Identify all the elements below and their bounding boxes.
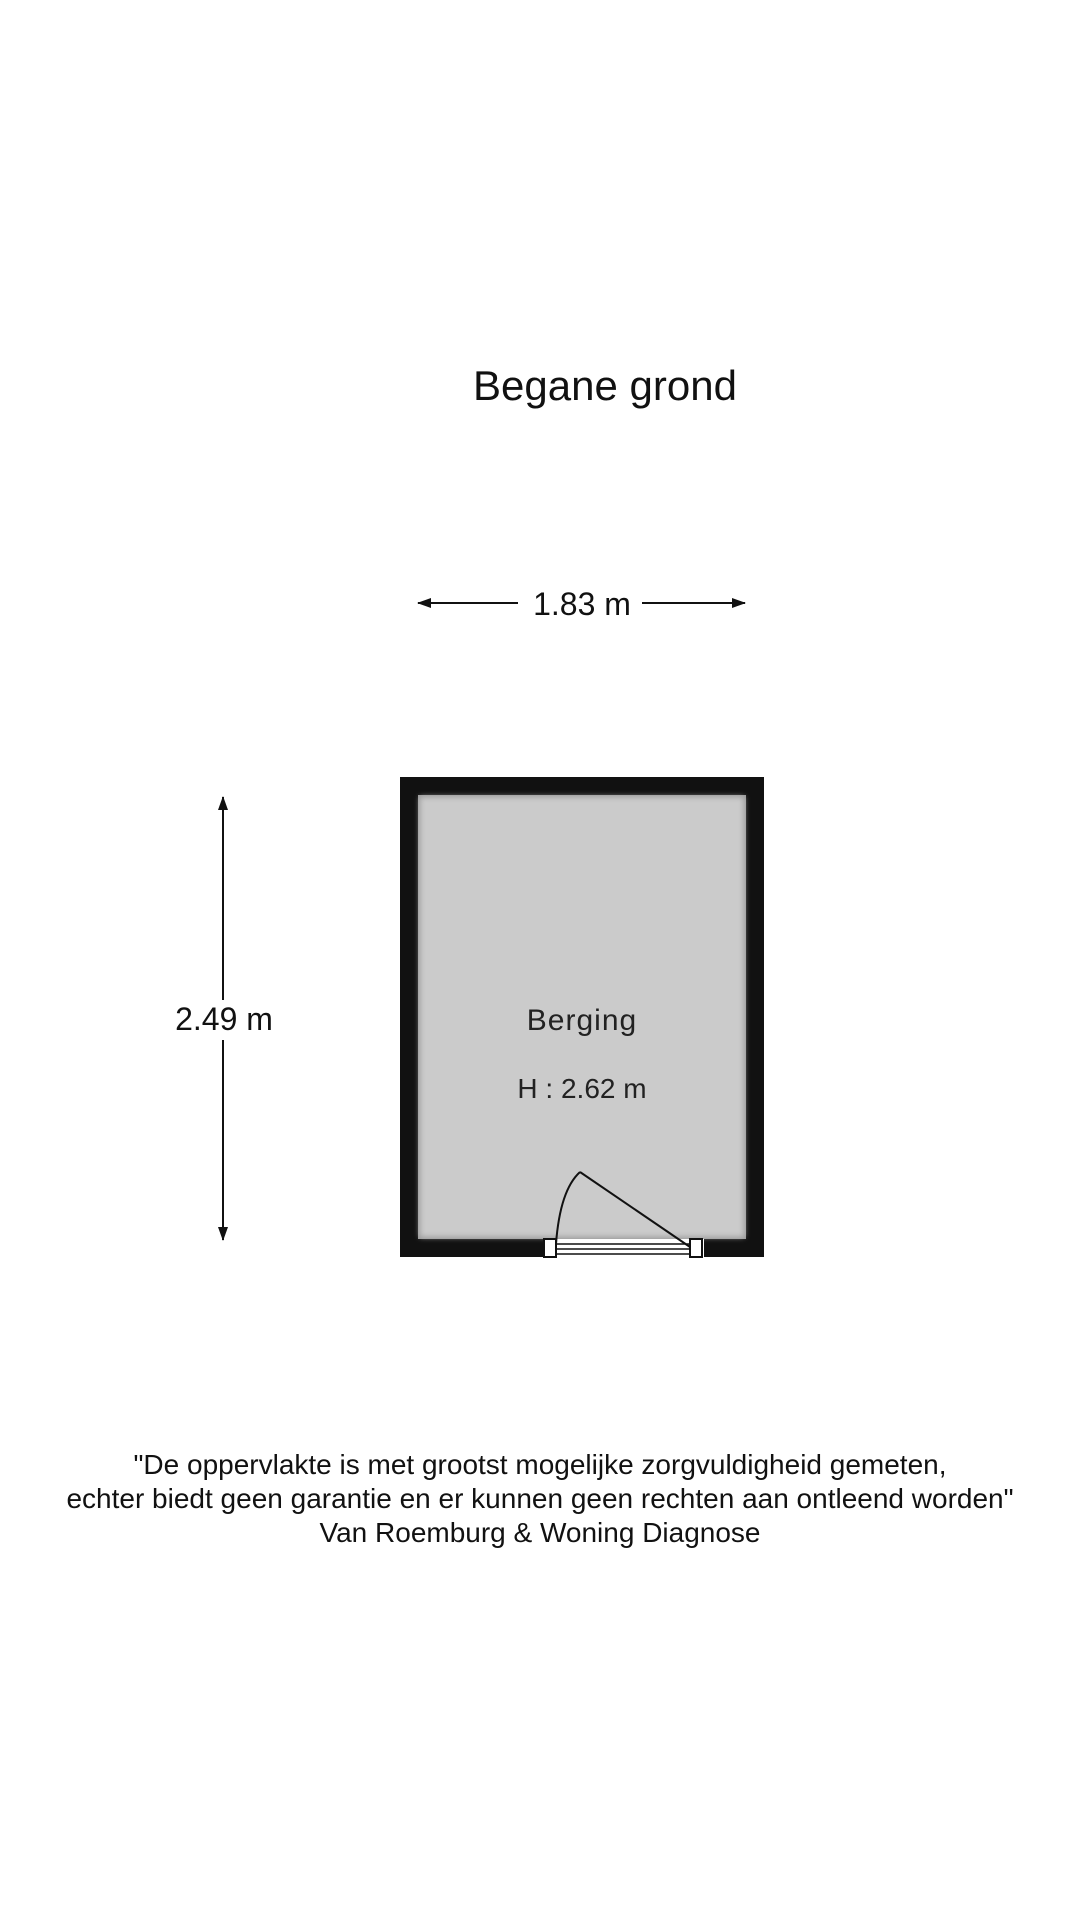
door-jamb-left — [544, 1239, 556, 1257]
room-name: Berging — [526, 1004, 638, 1037]
width-dimension-label: 1.83 m — [533, 586, 631, 622]
height-dimension — [175, 797, 273, 1240]
disclaimer-line-2: echter biedt geen garantie en er kunnen geen rechten aan ontleend worden" — [66, 1483, 1014, 1514]
disclaimer-line-3: Van Roemburg & Woning Diagnose — [319, 1517, 761, 1548]
width-dimension — [418, 586, 745, 622]
room-ceiling-height: H : 2.62 m — [517, 1073, 647, 1104]
height-dimension-label: 2.49 m — [175, 1001, 273, 1037]
floor-title: Begane grond — [473, 362, 737, 409]
door-jamb-right — [690, 1239, 702, 1257]
disclaimer-line-1: "De oppervlakte is met grootst mogelijke zorgvuldigheid gemeten, — [133, 1449, 947, 1480]
disclaimer — [0, 1448, 1080, 1550]
room-berging — [400, 777, 764, 1257]
